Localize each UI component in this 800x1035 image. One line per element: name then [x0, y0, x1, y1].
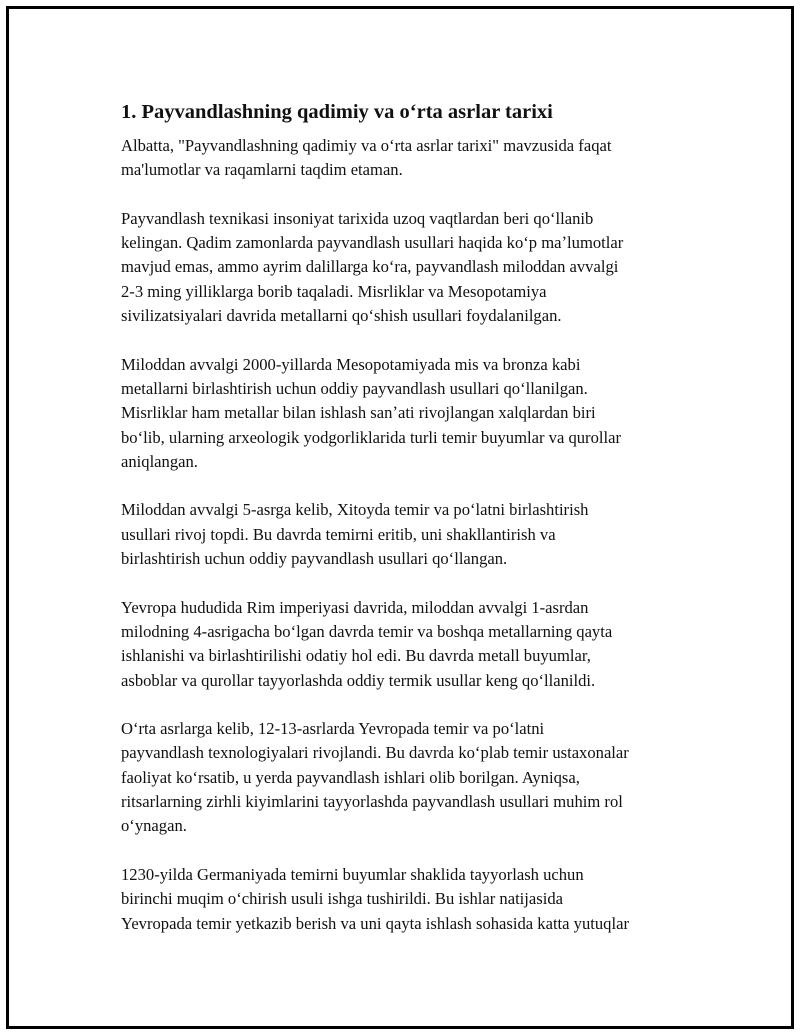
- paragraph-line: kelingan. Qadim zamonlarda payvandlash usullari haqida koʻp maʼlumotlar: [121, 233, 624, 253]
- paragraph-line: Albatta, "Payvandlashning qadimiy va oʻrta asrlar tarixi" mavzusida faqat: [121, 136, 612, 155]
- paragraph: [121, 717, 701, 838]
- paragraph-line: 2-3 ming yilliklarga borib taqaladi. Misrliklar va Mesopotamiya: [121, 281, 547, 301]
- paragraph: [121, 353, 701, 474]
- paragraph-line: Oʻrta asrlarga kelib, 12-13-asrlarda Yevropada temir va poʻlatni: [121, 719, 545, 739]
- document-content: [121, 99, 701, 960]
- paragraph-line: Payvandlash texnikasi insoniyat tarixida uzoq vaqtlardan beri qoʻllanib: [121, 208, 594, 228]
- document-page: [6, 6, 794, 1029]
- paragraph-line: Miloddan avvalgi 5-asrga kelib, Xitoyda temir va poʻlatni birlashtirish: [121, 500, 589, 520]
- paragraph-line: oʻynagan.: [121, 816, 187, 836]
- paragraph-line: payvandlash texnologiyalari rivojlandi. Bu davrda koʻplab temir ustaxonalar: [121, 743, 629, 763]
- document-body: [121, 134, 701, 936]
- paragraph-line: birlashtirish uchun oddiy payvandlash usullari qoʻllangan.: [121, 549, 508, 569]
- paragraph-line: usullari rivoj topdi. Bu davrda temirni eritib, uni shakllantirish va: [121, 524, 556, 544]
- paragraph: [121, 863, 701, 936]
- paragraph-line: faoliyat koʻrsatib, u yerda payvandlash ishlari olib borilgan. Ayniqsa,: [121, 767, 580, 787]
- paragraph-line: sivilizatsiyalari davrida metallarni qoʻshish usullari foydalanilgan.: [121, 306, 562, 326]
- paragraph: [121, 134, 701, 183]
- paragraph: [121, 207, 701, 328]
- paragraph-line: Yevropada temir yetkazib berish va uni qayta ishlash sohasida katta yutuqlar: [121, 913, 629, 933]
- paragraph-line: ritsarlarning zirhli kiyimlarini tayyorlashda payvandlash usullari muhim rol: [121, 792, 623, 812]
- paragraph-line: Yevropa hududida Rim imperiyasi davrida, miloddan avvalgi 1-asrdan: [121, 597, 589, 617]
- paragraph-line: boʻlib, ularning arxeologik yodgorliklarida turli temir buyumlar va qurollar: [121, 427, 621, 447]
- paragraph-line: mavjud emas, ammo ayrim dalillarga koʻra, payvandlash miloddan avvalgi: [121, 257, 619, 277]
- paragraph-line: 1230-yilda Germaniyada temirni buyumlar shaklida tayyorlash uchun: [121, 864, 584, 884]
- paragraph-line: birinchi muqim oʻchirish usuli ishga tushirildi. Bu ishlar natijasida: [121, 889, 563, 909]
- paragraph: [121, 498, 701, 571]
- document-title: 1. Payvandlashning qadimiy va oʻrta asrlar tarixi: [121, 101, 553, 123]
- paragraph-line: Misrliklar ham metallar bilan ishlash sanʼati rivojlangan xalqlardan biri: [121, 403, 596, 423]
- paragraph-line: milodning 4-asrigacha boʻlgan davrda temir va boshqa metallarning qayta: [121, 621, 613, 641]
- paragraph-line: ma'lumotlar va raqamlarni taqdim etaman.: [121, 160, 403, 180]
- paragraph-line: asboblar va qurollar tayyorlashda oddiy termik usullar keng qoʻllanildi.: [121, 670, 596, 690]
- paragraph-line: aniqlangan.: [121, 451, 198, 471]
- paragraph: [121, 596, 701, 693]
- paragraph-line: Miloddan avvalgi 2000-yillarda Mesopotamiyada mis va bronza kabi: [121, 354, 581, 374]
- paragraph-line: metallarni birlashtirish uchun oddiy payvandlash usullari qoʻllanilgan.: [121, 378, 588, 398]
- paragraph-line: ishlanishi va birlashtirilishi odatiy hol edi. Bu davrda metall buyumlar,: [121, 646, 591, 666]
